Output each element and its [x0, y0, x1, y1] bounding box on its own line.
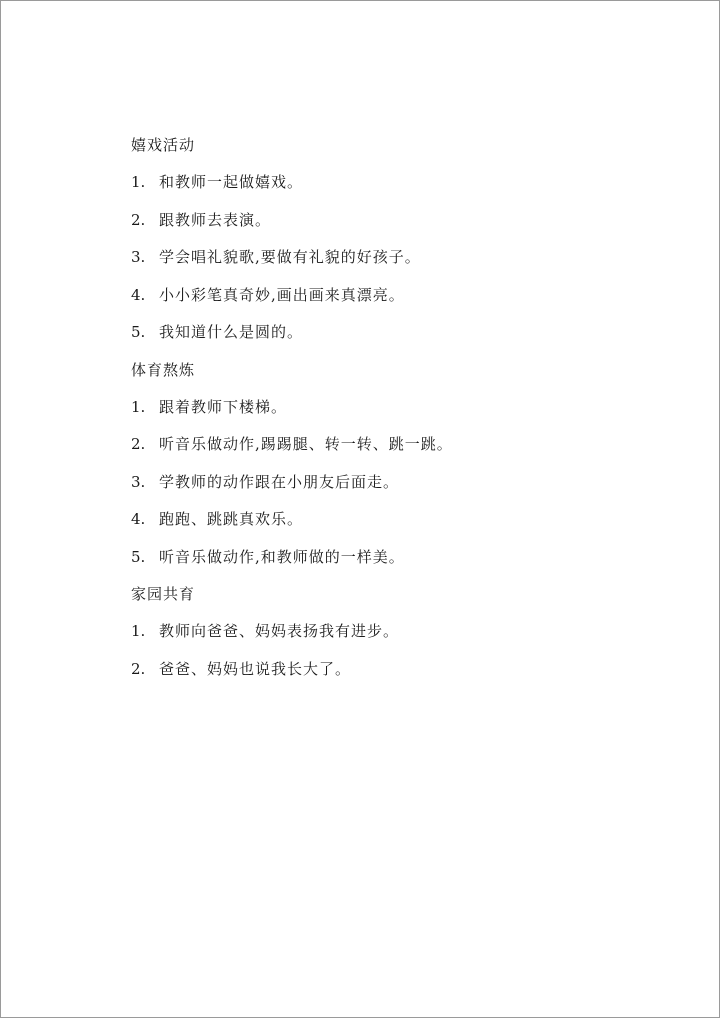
- item-number: 1.: [131, 173, 146, 191]
- item-text: 我知道什么是圆的。: [159, 323, 304, 341]
- item-text: 跑跑、跳跳真欢乐。: [159, 510, 304, 528]
- item-number: 3.: [131, 248, 146, 266]
- item-number: 4.: [131, 285, 146, 304]
- item-text: 跟着教师下楼梯。: [159, 397, 288, 416]
- list-item: [131, 320, 671, 344]
- item-number: 2.: [131, 659, 146, 678]
- document-content: [131, 133, 671, 694]
- item-number: 1.: [131, 622, 146, 640]
- item-text: 教师向爸爸、妈妈表扬我有进步。: [159, 622, 400, 640]
- item-text: 跟教师去表演。: [159, 210, 272, 229]
- list-item: [131, 208, 671, 232]
- list-item: [131, 395, 671, 419]
- item-text: 听音乐做动作,和教师做的一样美。: [159, 547, 405, 566]
- section-heading-exercise: 体育熬炼: [131, 360, 196, 379]
- item-number: 4.: [131, 510, 146, 528]
- item-number: 3.: [131, 472, 146, 491]
- section-heading-play: 嬉戏活动: [131, 136, 196, 154]
- list-item: [131, 470, 671, 494]
- list-item: [131, 283, 671, 307]
- item-number: 5.: [131, 323, 146, 341]
- item-number: 2.: [131, 210, 146, 229]
- list-item: [131, 545, 671, 569]
- list-item: [131, 507, 671, 531]
- item-number: 2.: [131, 435, 146, 453]
- list-item: [131, 170, 671, 194]
- item-number: 5.: [131, 547, 146, 566]
- list-item: [131, 245, 671, 269]
- list-item: [131, 619, 671, 643]
- section-heading-home-school: 家园共育: [131, 585, 196, 603]
- item-text: 学会唱礼貌歌,要做有礼貌的好孩子。: [159, 248, 421, 266]
- item-text: 学教师的动作跟在小朋友后面走。: [159, 472, 400, 491]
- list-item: [131, 657, 671, 681]
- item-text: 爸爸、妈妈也说我长大了。: [159, 659, 352, 678]
- item-text: 听音乐做动作,踢踢腿、转一转、跳一跳。: [159, 435, 453, 453]
- item-text: 和教师一起做嬉戏。: [159, 173, 304, 191]
- list-item: [131, 432, 671, 456]
- item-number: 1.: [131, 397, 146, 416]
- item-text: 小小彩笔真奇妙,画出画来真漂亮。: [159, 285, 405, 304]
